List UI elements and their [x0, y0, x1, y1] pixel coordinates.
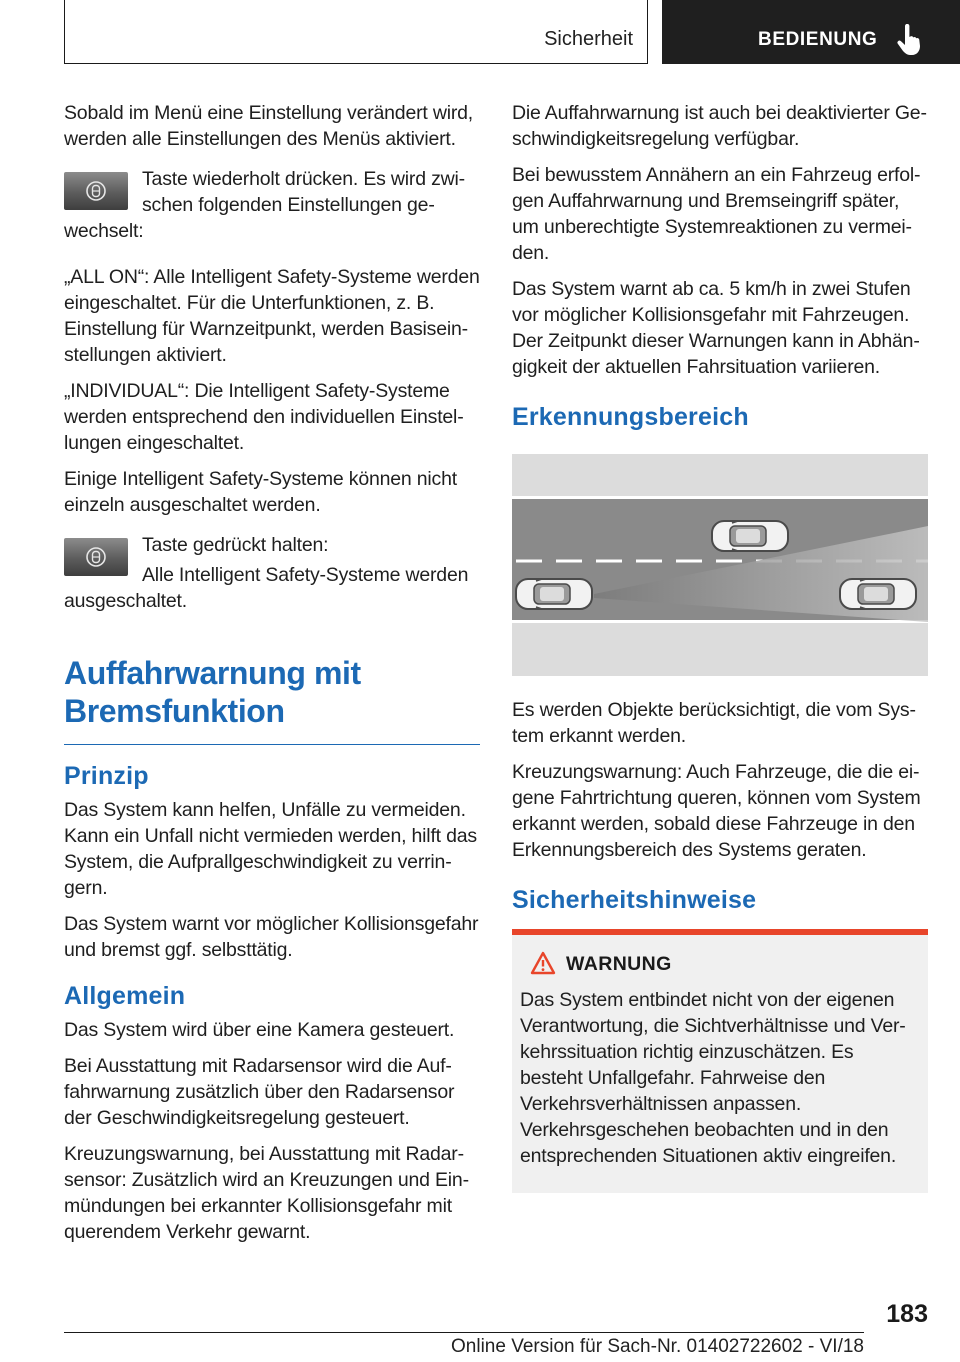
- button-instruction-text: Alle Intelligent Safety-Systeme werden ausgeschaltet.: [64, 564, 469, 612]
- section-heading: Sicherheitshinweise: [512, 886, 757, 914]
- paragraph: Die Auffahrwarnung ist auch bei deaktivierter Geschwindigkeitsregelung verfügbar.: [512, 102, 927, 150]
- right-column: [512, 100, 928, 1193]
- paragraph: Kreuzungswarnung: Auch Fahrzeuge, die die eigene Fahrtrichtung queren, können vom System erkannt werden, sobald diese Fahrzeuge in den Erkennungsbereich des Systems geraten.: [512, 761, 921, 861]
- footer-online-version: Online Version für Sach-Nr. 01402722602 - VI/18: [451, 1336, 864, 1357]
- paragraph: „INDIVIDUAL“: Die Intelligent Safety-Systeme werden entsprechend den individuellen Einstellungen eingeschaltet.: [64, 380, 464, 454]
- intelligent-safety-button-icon: [64, 172, 128, 210]
- paragraph: Das System kann helfen, Unfälle zu vermeiden. Kann ein Unfall nicht vermieden werden, hilft das System, die Aufprallgeschwindigkeit zu verringern.: [64, 799, 477, 899]
- chapter-heading: Auffahrwarnung mit Bremsfunktion: [64, 655, 361, 729]
- detection-range-illustration: [512, 454, 928, 676]
- footer-rule: [64, 1332, 864, 1333]
- button-instruction-2: [64, 532, 480, 624]
- header-section-title: Sicherheit: [544, 28, 633, 50]
- header-chapter-title: BEDIENUNG: [758, 29, 878, 50]
- paragraph: Sobald im Menü eine Einstellung verändert wird, werden alle Einstellungen des Menüs aktiviert.: [64, 102, 473, 150]
- car-icon: [840, 579, 916, 609]
- section-heading: Allgemein: [64, 982, 186, 1010]
- button-instruction-text: Taste wiederholt drücken. Es wird zwischen folgenden Einstellungen gewechselt:: [64, 168, 466, 242]
- heading-rule: [64, 744, 480, 745]
- section-heading: Prinzip: [64, 762, 149, 790]
- warning-triangle-icon: [530, 951, 556, 975]
- paragraph: Das System wird über eine Kamera gesteuert.: [64, 1019, 455, 1041]
- warning-box: [512, 929, 928, 1193]
- paragraph: Es werden Objekte berücksichtigt, die vom System erkannt werden.: [512, 699, 916, 747]
- paragraph: Kreuzungswarnung, bei Ausstattung mit Radarsensor: Zusätzlich wird an Kreuzungen und Einmündungen bei erkannter Kollisionsgefahr mit querendem Verkehr gewarnt.: [64, 1143, 470, 1243]
- car-icon: [516, 579, 592, 609]
- car-icon: [712, 521, 788, 551]
- paragraph: Einige Intelligent Safety-Systeme können nicht einzeln ausgeschaltet werden.: [64, 468, 457, 516]
- pointing-hand-icon: [896, 24, 922, 56]
- paragraph: Das System warnt ab ca. 5 km/h in zwei Stufen vor möglicher Kollisionsgefahr mit Fahrzeugen. Der Zeitpunkt dieser Warnungen kann in Abhängigkeit der aktuellen Fahrsituation variieren.: [512, 278, 920, 378]
- header-section-tab: [64, 0, 648, 64]
- page-number: 183: [886, 1300, 928, 1328]
- warning-title: WARNUNG: [566, 953, 672, 975]
- warning-text: Das System entbindet nicht von der eigenen Verantwortung, die Sichtverhältnisse und Verkehrssituation richtig einzuschätzen. Es besteht Unfallgefahr. Fahrweise den Verkehrsverhältnissen anpassen. Verkehrsgeschehen beobachten und in den entsprechenden Situationen aktiv eingreifen.: [520, 989, 906, 1167]
- warning-header: [520, 953, 920, 987]
- section-heading: Erkennungsbereich: [512, 403, 749, 431]
- button-instruction-1: [64, 166, 480, 254]
- paragraph: „ALL ON“: Alle Intelligent Safety-Systeme werden eingeschaltet. Für die Unterfunktionen, z. B. Einstellung für Warnzeitpunkt, werden Basiseinstellungen aktiviert.: [64, 266, 480, 366]
- header-chapter-tab: [662, 0, 960, 64]
- button-instruction-text: Taste gedrückt halten:: [142, 534, 329, 556]
- paragraph: Bei bewusstem Annähern an ein Fahrzeug erfolgen Auffahrwarnung und Bremseingriff später, um unberechtigte Systemreaktionen zu vermeiden.: [512, 164, 921, 264]
- paragraph: Bei Ausstattung mit Radarsensor wird die Auffahrwarnung zusätzlich über den Radarsensor der Geschwindigkeitsregelung gesteuert.: [64, 1055, 455, 1129]
- left-column: [64, 100, 480, 1255]
- intelligent-safety-button-icon: [64, 538, 128, 576]
- paragraph: Das System warnt vor möglicher Kollisionsgefahr und bremst ggf. selbsttätig.: [64, 913, 479, 961]
